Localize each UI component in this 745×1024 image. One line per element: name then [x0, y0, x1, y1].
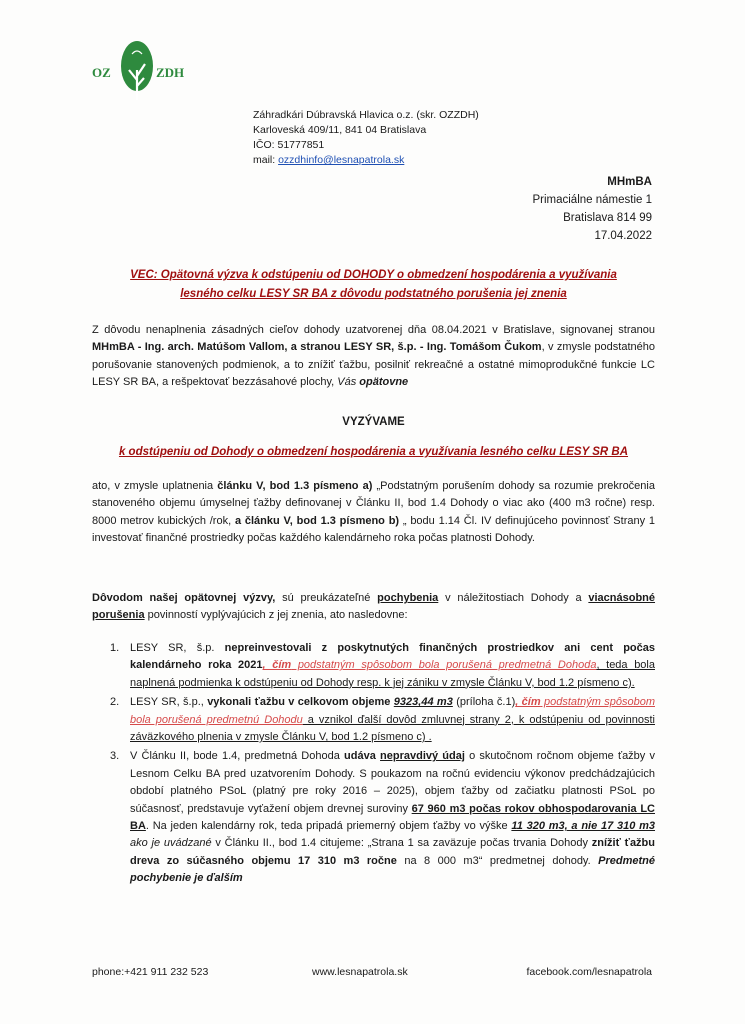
letter-date: 17.04.2022	[594, 230, 652, 242]
basis-text-2: „Podstatným porušením dohody sa rozumie prekročenia stanoveného objemu úmyselnej ťažby definovanej v Článku II, bod 1.4 Dohody o viac ako (400 m3 ročne) resp. 8000 metrov kubických /rok,	[92, 480, 655, 527]
intro-text-2: , v zmysle podstatného porušovanie stanovených podmienok, a to znížiť ťažbu, posilniť rekreačné a ostatné mimoprodukčné funkcie LC LESY SR BA, a rešpektovať bezzásahové plochy,	[92, 341, 655, 389]
item-red: , čím	[515, 696, 541, 709]
logo-text-right: ZDH	[156, 65, 185, 80]
intro-emphasis: opätovne	[359, 376, 409, 389]
footer-website[interactable]: www.lesnapatrola.sk	[312, 966, 408, 978]
item-text-4: v Článku II., bod 1.4 citujeme: „Strana 1 sa zaväzuje počas trvania Dohody	[211, 837, 592, 850]
item-underlined: , teda bola naplnená podmienka k odstúpeniu od Dohody resp. k jej zániku v zmysle Článku V, bod 1.2 písmeno c).	[130, 659, 655, 689]
intro-text-3: Vás	[337, 376, 360, 389]
reason-text-2: v náležitostiach Dohody a	[438, 592, 589, 604]
reason-violations: viacnásobné porušenia	[92, 592, 656, 622]
subject-line-2: lesného celku LESY SR BA z dôvodu podstatného porušenia jej znenia	[180, 288, 567, 300]
item-total-volume: 67 960 m3 počas rokov obhospodarovania LC BA	[130, 802, 655, 833]
tree-icon	[120, 40, 154, 102]
sender-street: Karloveská 409/11, 841 04 Bratislava	[253, 124, 427, 136]
legal-basis-paragraph	[92, 478, 655, 548]
reason-text-3: povinností vyplývajúcich z jej znenia, ato nasledovne:	[144, 609, 408, 622]
item-text-3: . Na jeden kalendárny rok, teda pripadá priemerný objem ťažby vo výške	[145, 820, 512, 833]
intro-text: Z dôvodu nenaplnenia zásadných cieľov dohody uzatvorenej dňa 08.04.2021 v Bratislave, signovanej stranou	[92, 324, 655, 336]
list-number: 3.	[110, 750, 120, 763]
list-item	[92, 640, 655, 692]
reason-lead: Dôvodom našej opätovnej výzvy,	[92, 592, 276, 604]
basis-text: ato, v zmysle uplatnenia	[92, 480, 218, 492]
footer-facebook[interactable]: facebook.com/lesnapatrola	[526, 966, 652, 978]
item-text: LESY SR, š.p.,	[130, 696, 208, 709]
basis-article-b: a článku V, bod 1.3 písmeno b)	[234, 514, 400, 527]
intro-parties: MHmBA - Ing. arch. Matúšom Vallom, a stranou LESY SR, š.p. - Ing. Tomášom Čukom	[92, 341, 542, 354]
reason-errors: pochybenia	[377, 592, 439, 604]
reason-paragraph	[92, 590, 655, 625]
subject-line-1: VEC: Opätovná výzva k odstúpeniu od DOHODY o obmedzení hospodárenia a využívania	[130, 269, 617, 281]
item-bold: vykonali ťažbu v celkovom objeme	[207, 696, 394, 709]
sender-ico: IČO: 51777851	[253, 139, 325, 151]
item-bold: udáva	[344, 750, 376, 763]
logo-text-left: OZ	[92, 65, 111, 80]
item-text-5: na 8 000 m3“ predmetnej dohody.	[396, 854, 599, 867]
item-quote-bold: znížiť ťažbu dreva zo súčasného objemu 17 310 m3 ročne	[130, 837, 655, 867]
reason-text: sú preukázateľné	[275, 592, 378, 604]
item-volume: 9323,44 m3	[393, 696, 453, 709]
violations-list	[92, 640, 655, 890]
item-text-2: o skutočnom ročnom objeme ťažby v Lesnom Celku BA pred uzatvorením Dohody. S poukazom na ročnú evidenciu výkonov predchádzajúcich období platného PSoL (platný pre roky 2016 – 2025), objem ťažby od začiatku platnosti PSoL po súčasnosť, predstavuje vyťažení objem drevnej suroviny	[130, 750, 655, 815]
item-bold: nepreinvestovali z poskytnutých finančných prostriedkov ani cent počas kalendárneho roka 2021	[130, 642, 655, 672]
sender-name: Záhradkári Dúbravská Hlavica o.z. (skr. OZZDH)	[253, 109, 479, 121]
item-average: 11 320 m3, a nie 17 310 m3	[511, 820, 656, 833]
item-false-data: nepravdivý údaj	[380, 750, 465, 763]
mail-label: mail:	[253, 154, 279, 166]
list-number: 1.	[110, 642, 120, 654]
item-text-2: (príloha č.1)	[452, 696, 516, 709]
recipient-city: Bratislava 814 99	[563, 212, 652, 224]
item-text: V Článku II, bode 1.4, predmetná Dohoda	[130, 750, 345, 763]
item-red-2: podstatným spôsobom bola porušená predmetná Dohoda	[291, 659, 597, 672]
footer-phone: phone:+421 911 232 523	[92, 966, 209, 978]
item-conclusion: Predmetné pochybenie je ďalším	[130, 854, 655, 885]
list-item	[92, 748, 655, 887]
recipient-address	[532, 173, 652, 245]
item-red: , čím	[262, 659, 292, 672]
recipient-name: MHmBA	[607, 176, 652, 188]
item-text: LESY SR, š.p.	[130, 642, 225, 654]
sender-mail-line	[253, 153, 479, 168]
intro-paragraph	[92, 322, 655, 392]
recipient-street: Primaciálne námestie 1	[532, 194, 652, 206]
list-item	[92, 694, 655, 746]
organization-logo	[92, 40, 232, 104]
list-number: 2.	[110, 696, 120, 709]
call-subheading: k odstúpeniu od Dohody o obmedzení hospodárenia a využívania lesného celku LESY SR BA	[118, 446, 629, 458]
basis-text-3: „ bodu 1.14 Čl. IV definujúceho povinnosť Strany 1 investovať finančné prostriedky počas každého kalendárneho roka počas platnosti Dohody.	[92, 514, 655, 545]
item-red-2: podstatným spôsobom bola porušená predmetnú Dohodu	[130, 696, 655, 726]
basis-article-a: článku V, bod 1.3 písmeno a)	[217, 480, 373, 492]
item-italic: ako je uvádzané	[130, 837, 212, 850]
email-link[interactable]: ozzdhinfo@lesnapatrola.sk	[278, 154, 405, 166]
sender-address	[253, 108, 479, 168]
call-heading: VYZÝVAME	[342, 416, 405, 428]
letter-subject	[92, 266, 655, 304]
item-underlined: a vznikol ďalší dovôd zmluvnej strany 2, k odstúpeniu od povinnosti záväzkového plnenia v zmysle Článku V, bod 1.2 písmeno c) .	[130, 713, 655, 744]
